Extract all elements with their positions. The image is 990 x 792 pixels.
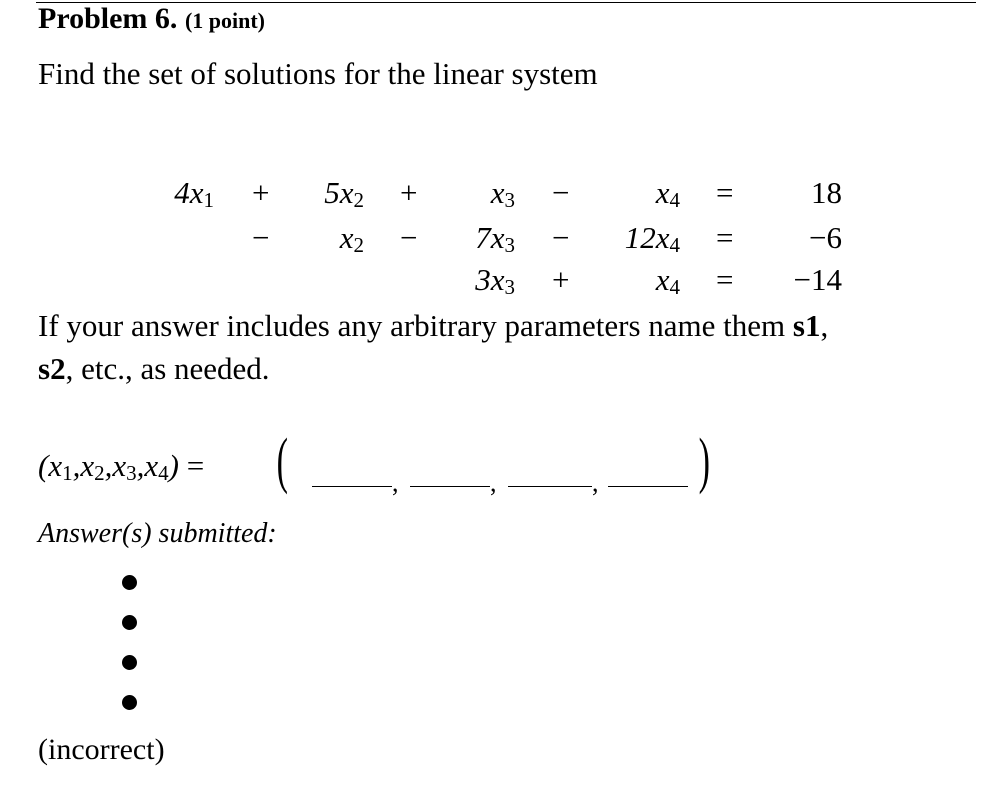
answer-comma-1: , [392,468,399,497]
system-row3-rhs: −14 [793,262,842,297]
param-s1: s1 [792,308,821,343]
system-row3-term4: $x_4$ [655,262,680,300]
answer-lhs [38,448,204,486]
problem-prompt: Find the set of solutions for the linear system [38,56,598,91]
system-row2-rhs: −6 [809,220,842,255]
answer-blank-2[interactable] [410,486,490,487]
submitted-item-3 [122,655,137,670]
system-row1-term2: $5x_2$ [324,175,364,213]
problem-number: Problem 6. [38,2,178,35]
close-paren: ) [698,427,711,495]
answer-blank-3[interactable] [508,486,592,487]
answer-blank-1[interactable] [312,486,392,487]
system-row2-equals: = [716,220,734,255]
submitted-label: Answer(s) submitted: [38,518,277,549]
system-row1-term1: $4x_1$ [174,175,214,213]
system-row1-op3: − [552,175,570,210]
params-instruction-line2 [38,351,270,387]
system-row2-term2: $x_2$ [339,220,364,258]
system-row2-term3: $7x_3$ [475,220,515,258]
submitted-item-1 [122,575,137,590]
submitted-item-2 [122,615,137,630]
system-row1-term4: $x_4$ [655,175,680,213]
answer-equals: = [186,448,205,483]
answer-status: (incorrect) [38,733,165,766]
system-row3-term3: $3x_3$ [475,262,515,300]
answer-comma-3: , [592,468,599,497]
instruction-text: If your answer includes any arbitrary parameters name them [38,308,793,343]
system-row1-op2: + [400,175,418,210]
params-instruction-line1 [38,308,828,344]
system-row2-op1: − [252,220,270,255]
param-s2: s2 [38,351,66,386]
system-row1-op1: + [252,175,270,210]
system-row3-op3: + [552,262,570,297]
instruction-comma: , [820,308,829,343]
open-paren: ( [276,427,289,495]
instruction-tail: , etc., as needed. [65,351,270,386]
system-row1-rhs: 18 [811,175,842,210]
system-row1-term3: $x_3$ [490,175,515,213]
answer-comma-2: , [490,468,497,497]
system-row2-op3: − [552,220,570,255]
problem-points: (1 point) [184,8,265,33]
problem-title [38,2,265,36]
system-row2-op2: − [400,220,418,255]
answer-blank-4[interactable] [608,486,688,487]
system-row2-term4: $12x_4$ [624,220,680,258]
submitted-item-4 [122,695,137,710]
system-row1-equals: = [716,175,734,210]
answer-variables: $(x_1,x_2,x_3,x_4)$ [38,448,179,486]
system-row3-equals: = [716,262,734,297]
